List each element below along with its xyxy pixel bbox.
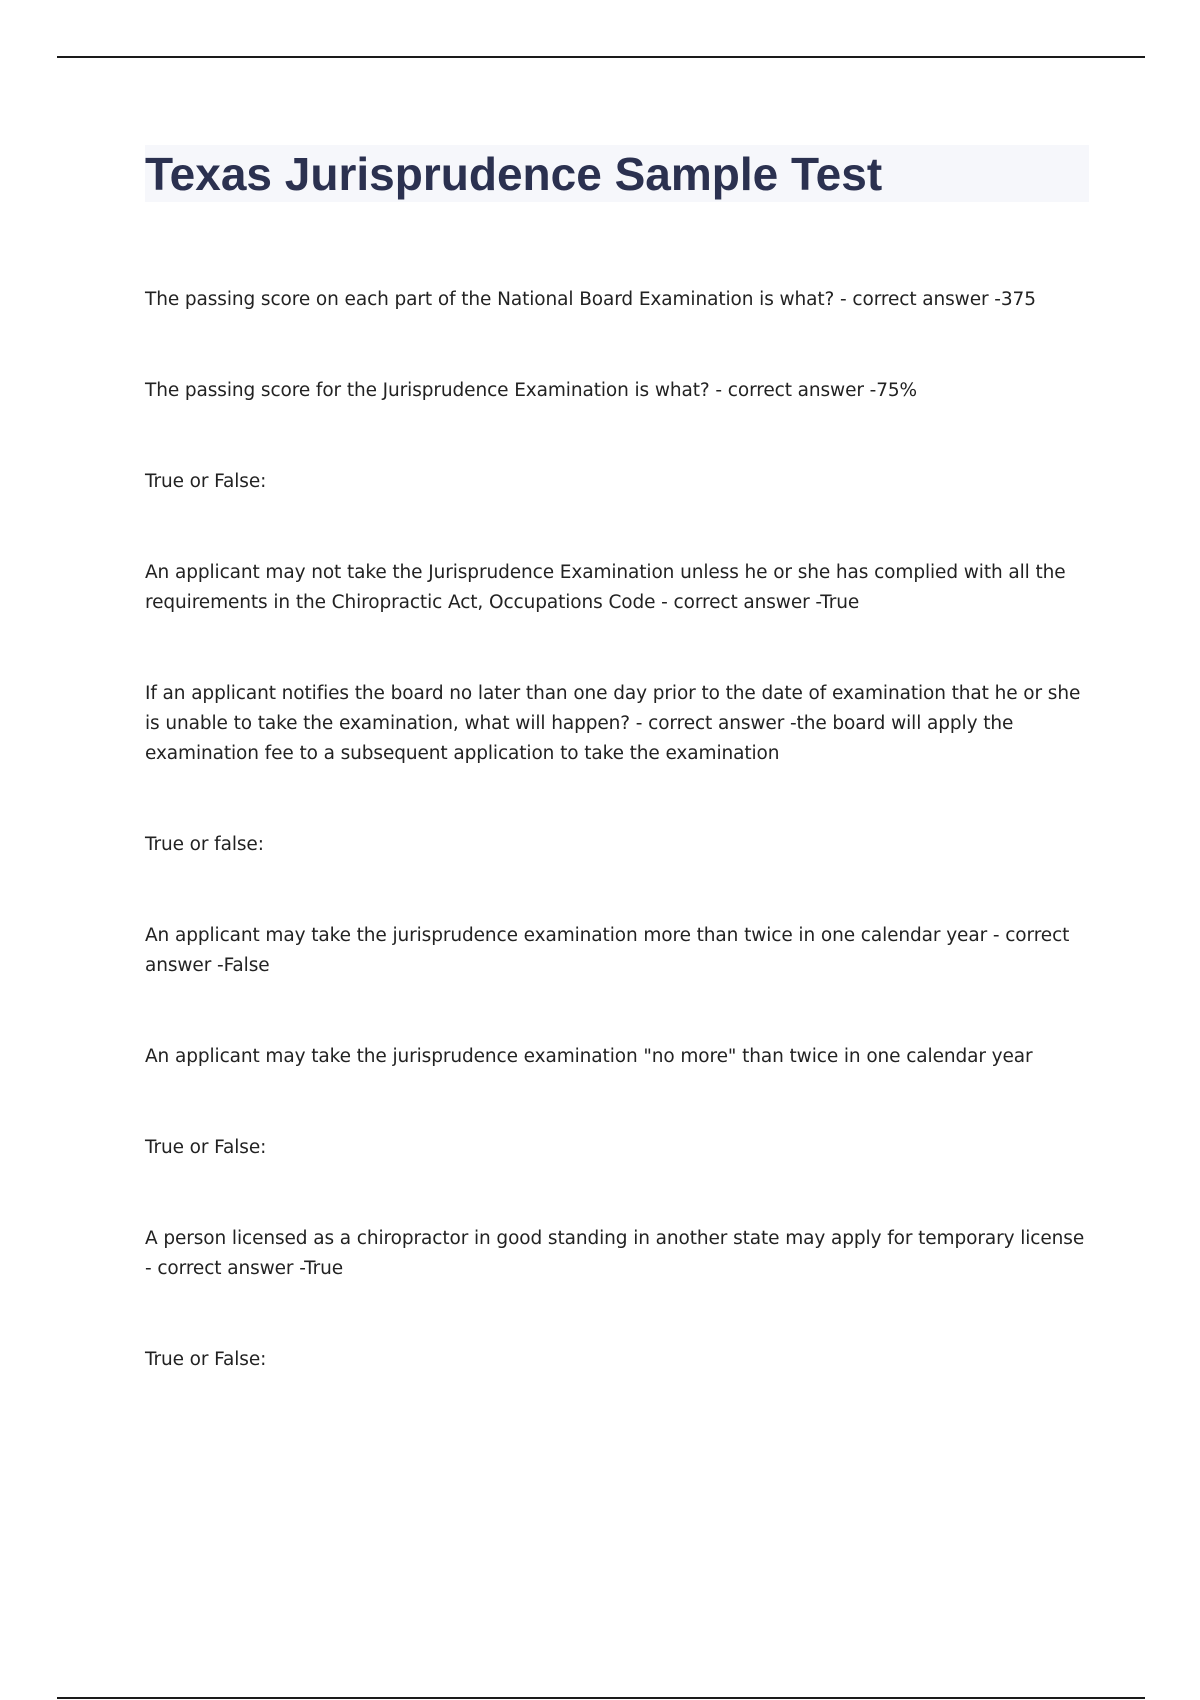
page-title: Texas Jurisprudence Sample Test	[145, 148, 883, 200]
paragraph: True or false:	[145, 834, 264, 855]
paragraph: An applicant may take the jurisprudence examination more than twice in one calendar year - correct answer -False	[145, 925, 1070, 976]
paragraph: An applicant may not take the Jurisprudence Examination unless he or she has complied with all the requirements in the Chiropractic Act, Occupations Code - correct answer -True	[145, 562, 1066, 613]
document-body	[145, 285, 1085, 1436]
paragraph: True or False:	[145, 471, 267, 492]
paragraph: True or False:	[145, 1137, 267, 1158]
top-rule	[57, 56, 1145, 58]
paragraph: A person licensed as a chiropractor in good standing in another state may apply for temporary license - correct answer -True	[145, 1228, 1085, 1279]
paragraph: The passing score on each part of the National Board Examination is what? - correct answer -375	[145, 289, 1036, 310]
paragraph: An applicant may take the jurisprudence examination "no more" than twice in one calendar year	[145, 1046, 1033, 1067]
bottom-rule	[57, 1697, 1145, 1699]
paragraph: If an applicant notifies the board no later than one day prior to the date of examination that he or she is unable to take the examination, what will happen? - correct answer -the board will apply the examination fee to a subsequent application to take the examination	[145, 683, 1081, 764]
paragraph: The passing score for the Jurisprudence Examination is what? - correct answer -75%	[145, 380, 918, 401]
paragraph: True or False:	[145, 1349, 267, 1370]
